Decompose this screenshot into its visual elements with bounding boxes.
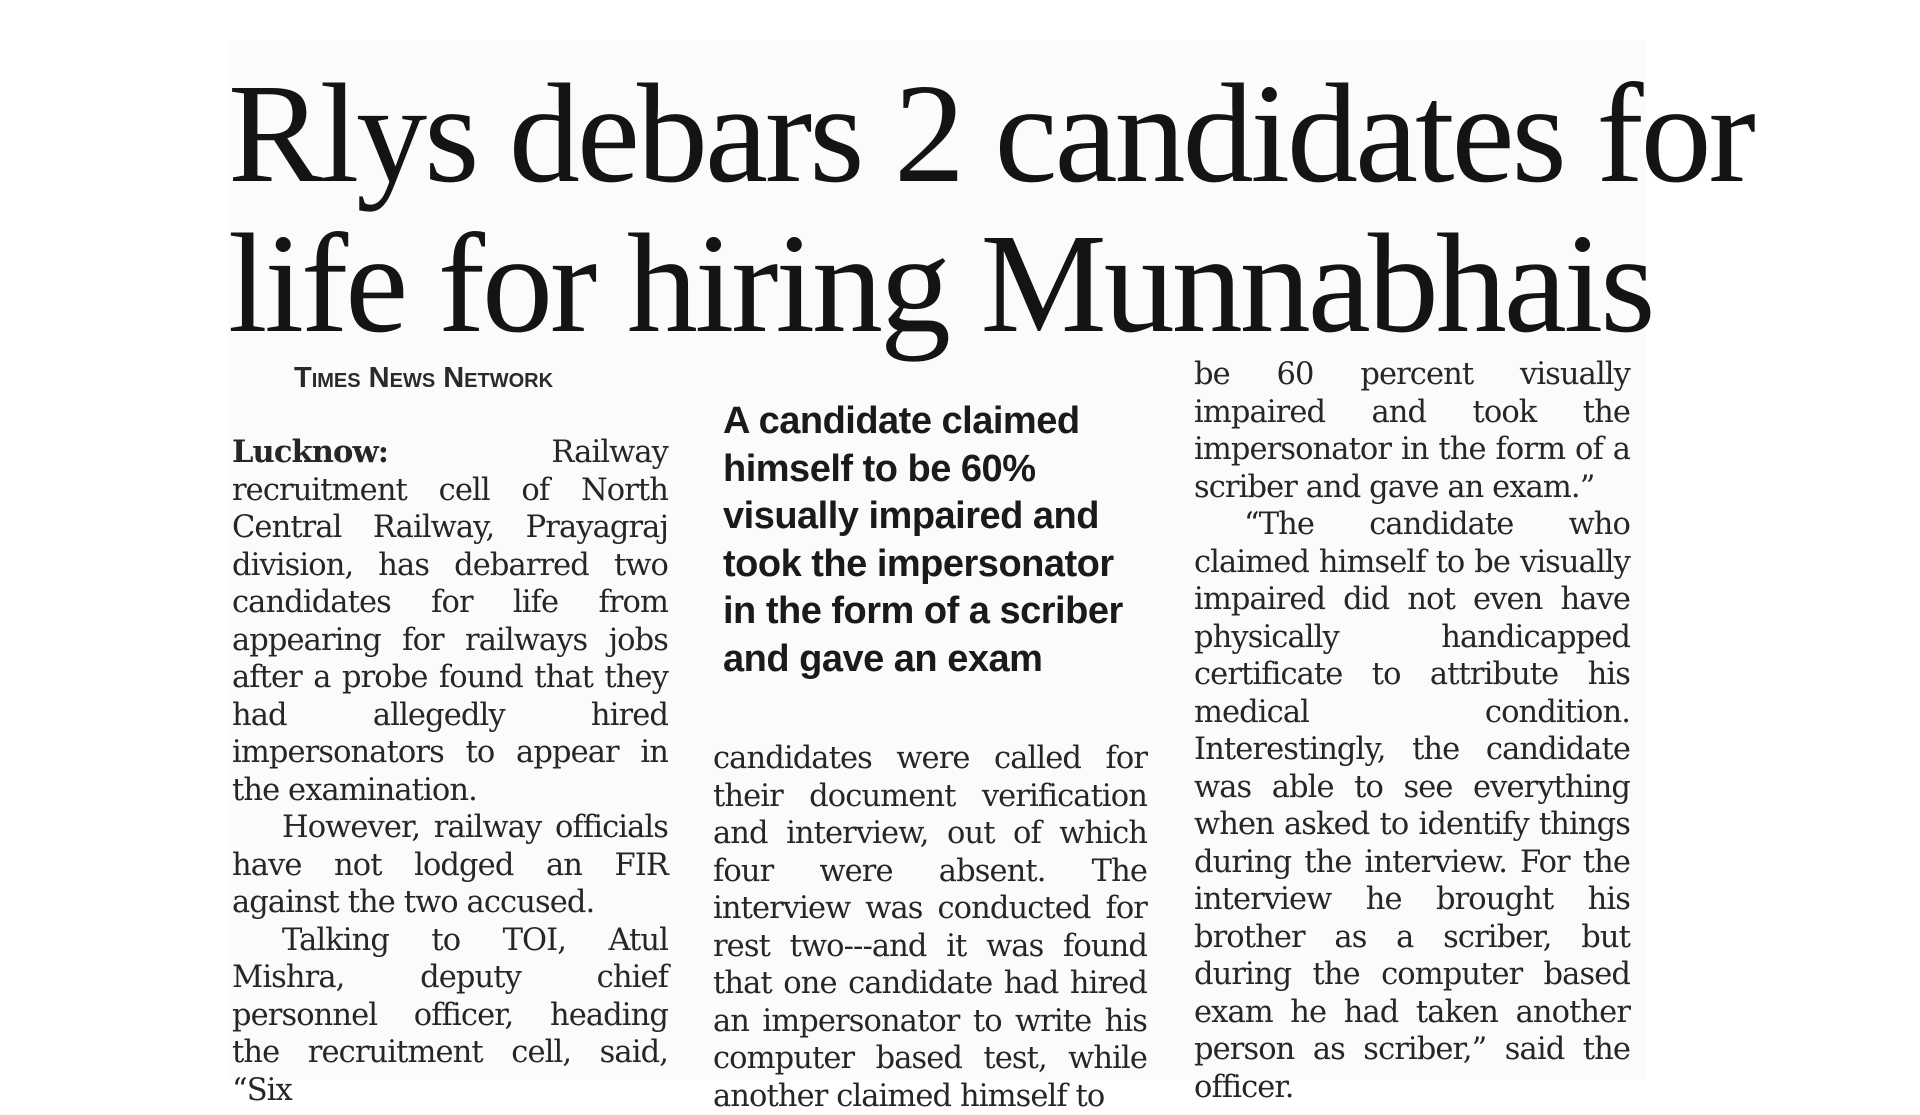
headline-line-2: life for hiring Munnabhais (228, 204, 1653, 362)
article-paragraph (232, 434, 668, 809)
pull-quote-box (713, 398, 1153, 683)
dateline: Lucknow: (232, 434, 389, 470)
article-paragraph: “The candidate who claimed himself to be visually impaired did not even have physically handicapped certificate to attribute his medical condition. Interestingly, the candidate was able to see everything when asked to identify things during the interview. For the interview he brought his brother as a scriber, but during the computer based exam he had taken another person as scriber,” said the officer. (1194, 507, 1630, 1105)
newspaper-clipping (228, 40, 1753, 1114)
article-column-1 (232, 434, 668, 1109)
article-column-2 (713, 740, 1147, 1115)
byline: Times News Network (294, 362, 554, 394)
article-column-3 (1194, 356, 1630, 1106)
paragraph-text: Railway recruitment cell of North Central Railway, Prayagraj division, has debarred two candidates for life from appearing for railways jobs after a probe found that they had allegedly hired impersonators to appear in the examination. (232, 435, 668, 808)
article-paragraph: However, railway officials have not lodged an FIR against the two accused. (232, 810, 668, 920)
pull-quote: A candidate claimed himself to be 60% visually impaired and took the impersonator in the form of a scriber and gave an exam (723, 400, 1123, 680)
headline (228, 54, 1753, 362)
headline-line-1: Rlys debars 2 candidates for (228, 54, 1753, 212)
article-paragraph: Talking to TOI, Atul Mishra, deputy chief personnel officer, heading the recruitment cell, said, “Six (232, 922, 668, 1108)
article-paragraph: candidates were called for their document verification and interview, out of which four were absent. The interview was conducted for rest two---and it was found that one candidate had hired an impersonator to write his computer based test, while another claimed himself to (713, 741, 1147, 1114)
article-paragraph: be 60 percent visually impaired and took the impersonator in the form of a scriber and gave an exam.” (1194, 357, 1630, 505)
